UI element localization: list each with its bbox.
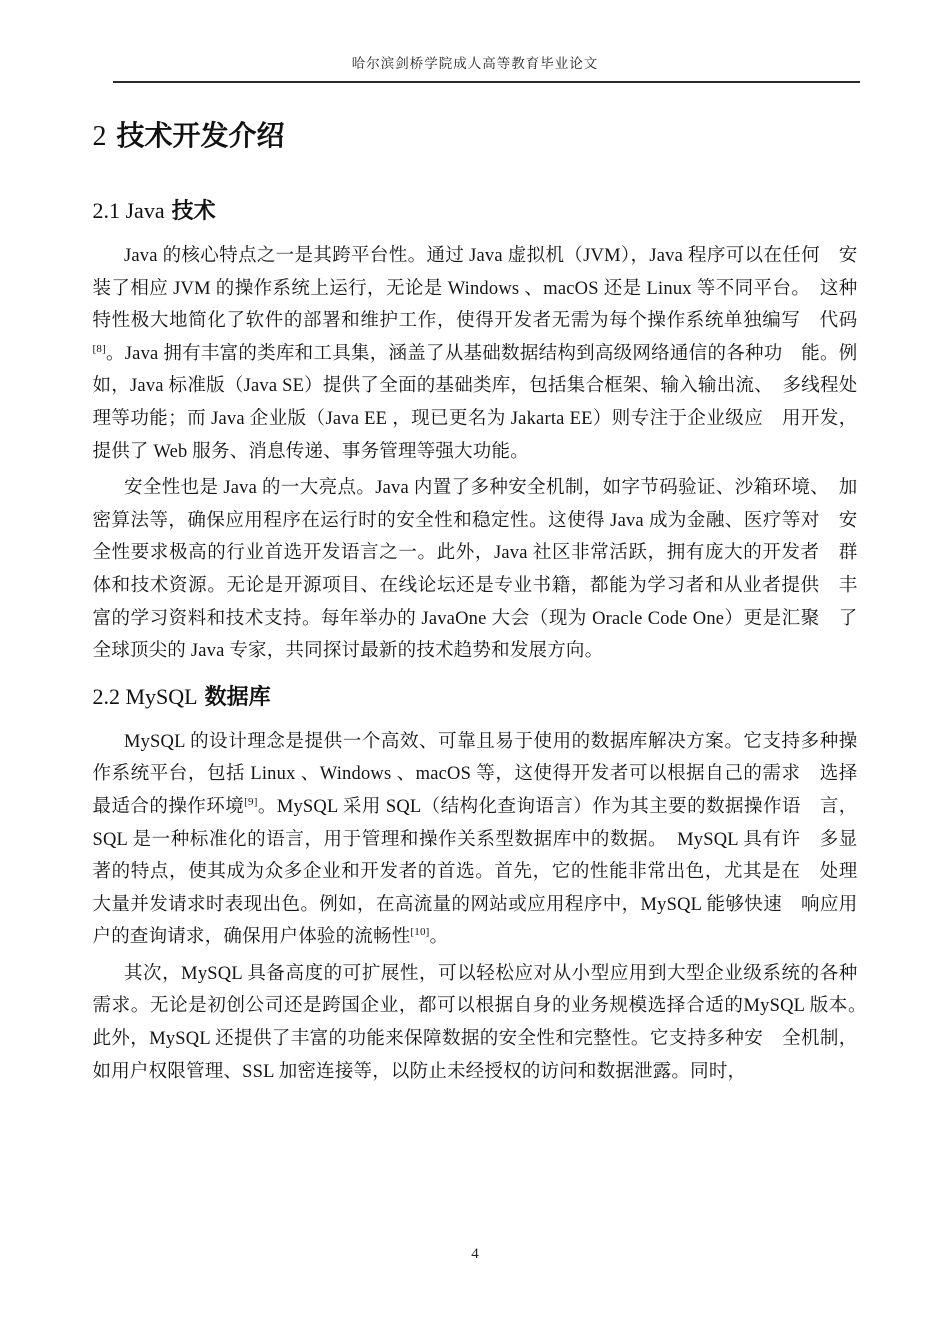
paragraph: Java 的核心特点之一是其跨平台性。通过 Java 虚拟机（JVM），Java 程序可以在任何 安装了相应 JVM 的操作系统上运行，无论是 Windows 、macOS 还是 Linux 等不同平台。 这种特性极大地简化了软件的部署和维护工作，使得开发者无需为每个操作系统单独编写 代码[8]。Java 拥有丰富的类库和工具集，涵盖了从基础数据结构到高级网络通信的各种功 能。例如，Java 标准版（Java SE）提供了全面的基础类库，包括集合框架、输入输出流、 多线程处理等功能；而 Java 企业版（Java EE ，现已更名为 Jakarta EE）则专注于企业级应 用开发，提供了 Web 服务、消息传递、事务管理等强大功能。 [92, 246, 858, 462]
paragraph: MySQL 的设计理念是提供一个高效、可靠且易于使用的数据库解决方案。它支持多种操作系统平台，包括 Linux 、Windows 、macOS 等，这使得开发者可以根据自己的需求 选择最适合的操作环境[9]。MySQL 采用 SQL（结构化查询语言）作为其主要的数据操作语 言，SQL 是一种标准化的语言，用于管理和操作关系型数据库中的数据。 MySQL 具有许 多显著的特点，使其成为众多企业和开发者的首选。首先，它的性能非常出色，尤其是在 处理大量并发请求时表现出色。例如，在高流量的网站或应用程序中，MySQL 能够快速 响应用户的查询请求，确保用户体验的流畅性[10]。 [92, 731, 858, 948]
section-heading-mysql [93, 682, 858, 712]
chapter-title [93, 119, 858, 154]
chapter-title-text: 技术开发介绍 [116, 120, 285, 151]
section-java-body [93, 240, 858, 668]
citation-superscript: [8] [92, 342, 106, 355]
chapter-number: 2 [92, 121, 107, 152]
running-header-text: 哈尔滨剑桥学院成人高等教育毕业论文 [351, 56, 599, 71]
section-heading-java [93, 196, 858, 226]
section-heading-mysql-cn: 数据库 [204, 683, 271, 709]
paragraph: 安全性也是 Java 的一大亮点。Java 内置了多种安全机制，如字节码验证、沙箱环境、 加密算法等，确保应用程序在运行时的安全性和稳定性。这使得 Java 成为金融、医疗等对 安全性要求极高的行业首选开发语言之一。此外，Java 社区非常活跃，拥有庞大的开发者 群体和技术资源。无论是开源项目、在线论坛还是专业书籍，都能为学习者和从业者提供 丰富的学习资料和技术支持。每年举办的 JavaOne 大会（现为 Oracle Code One）更是汇聚 了全球顶尖的 Java 专家，共同探讨最新的技术趋势和发展方向。 [92, 478, 858, 662]
section-mysql-body [92, 726, 877, 1089]
content-column [92, 52, 877, 1088]
paragraph: 其次，MySQL 具备高度的可扩展性，可以轻松应对从小型应用到大型企业级系统的各种需求。无论是初创公司还是跨国企业，都可以根据自身的业务规模选择合适的MySQL 版本。 此外，MySQL 还提供了丰富的功能来保障数据的安全性和完整性。它支持多种安 全机制，如用户权限管理、SSL 加密连接等，以防止未经授权的访问和数据泄露。同时， [92, 963, 877, 1082]
section-heading-mysql-prefix: 2.2 MySQL [92, 683, 198, 709]
citation-superscript: [9] [244, 795, 258, 808]
section-heading-java-prefix: 2.1 Java [92, 198, 165, 223]
page-number: 4 [471, 1246, 479, 1262]
header-rule [113, 81, 860, 83]
citation-superscript: [10] [410, 926, 430, 939]
section-heading-java-cn: 技术 [171, 198, 216, 223]
